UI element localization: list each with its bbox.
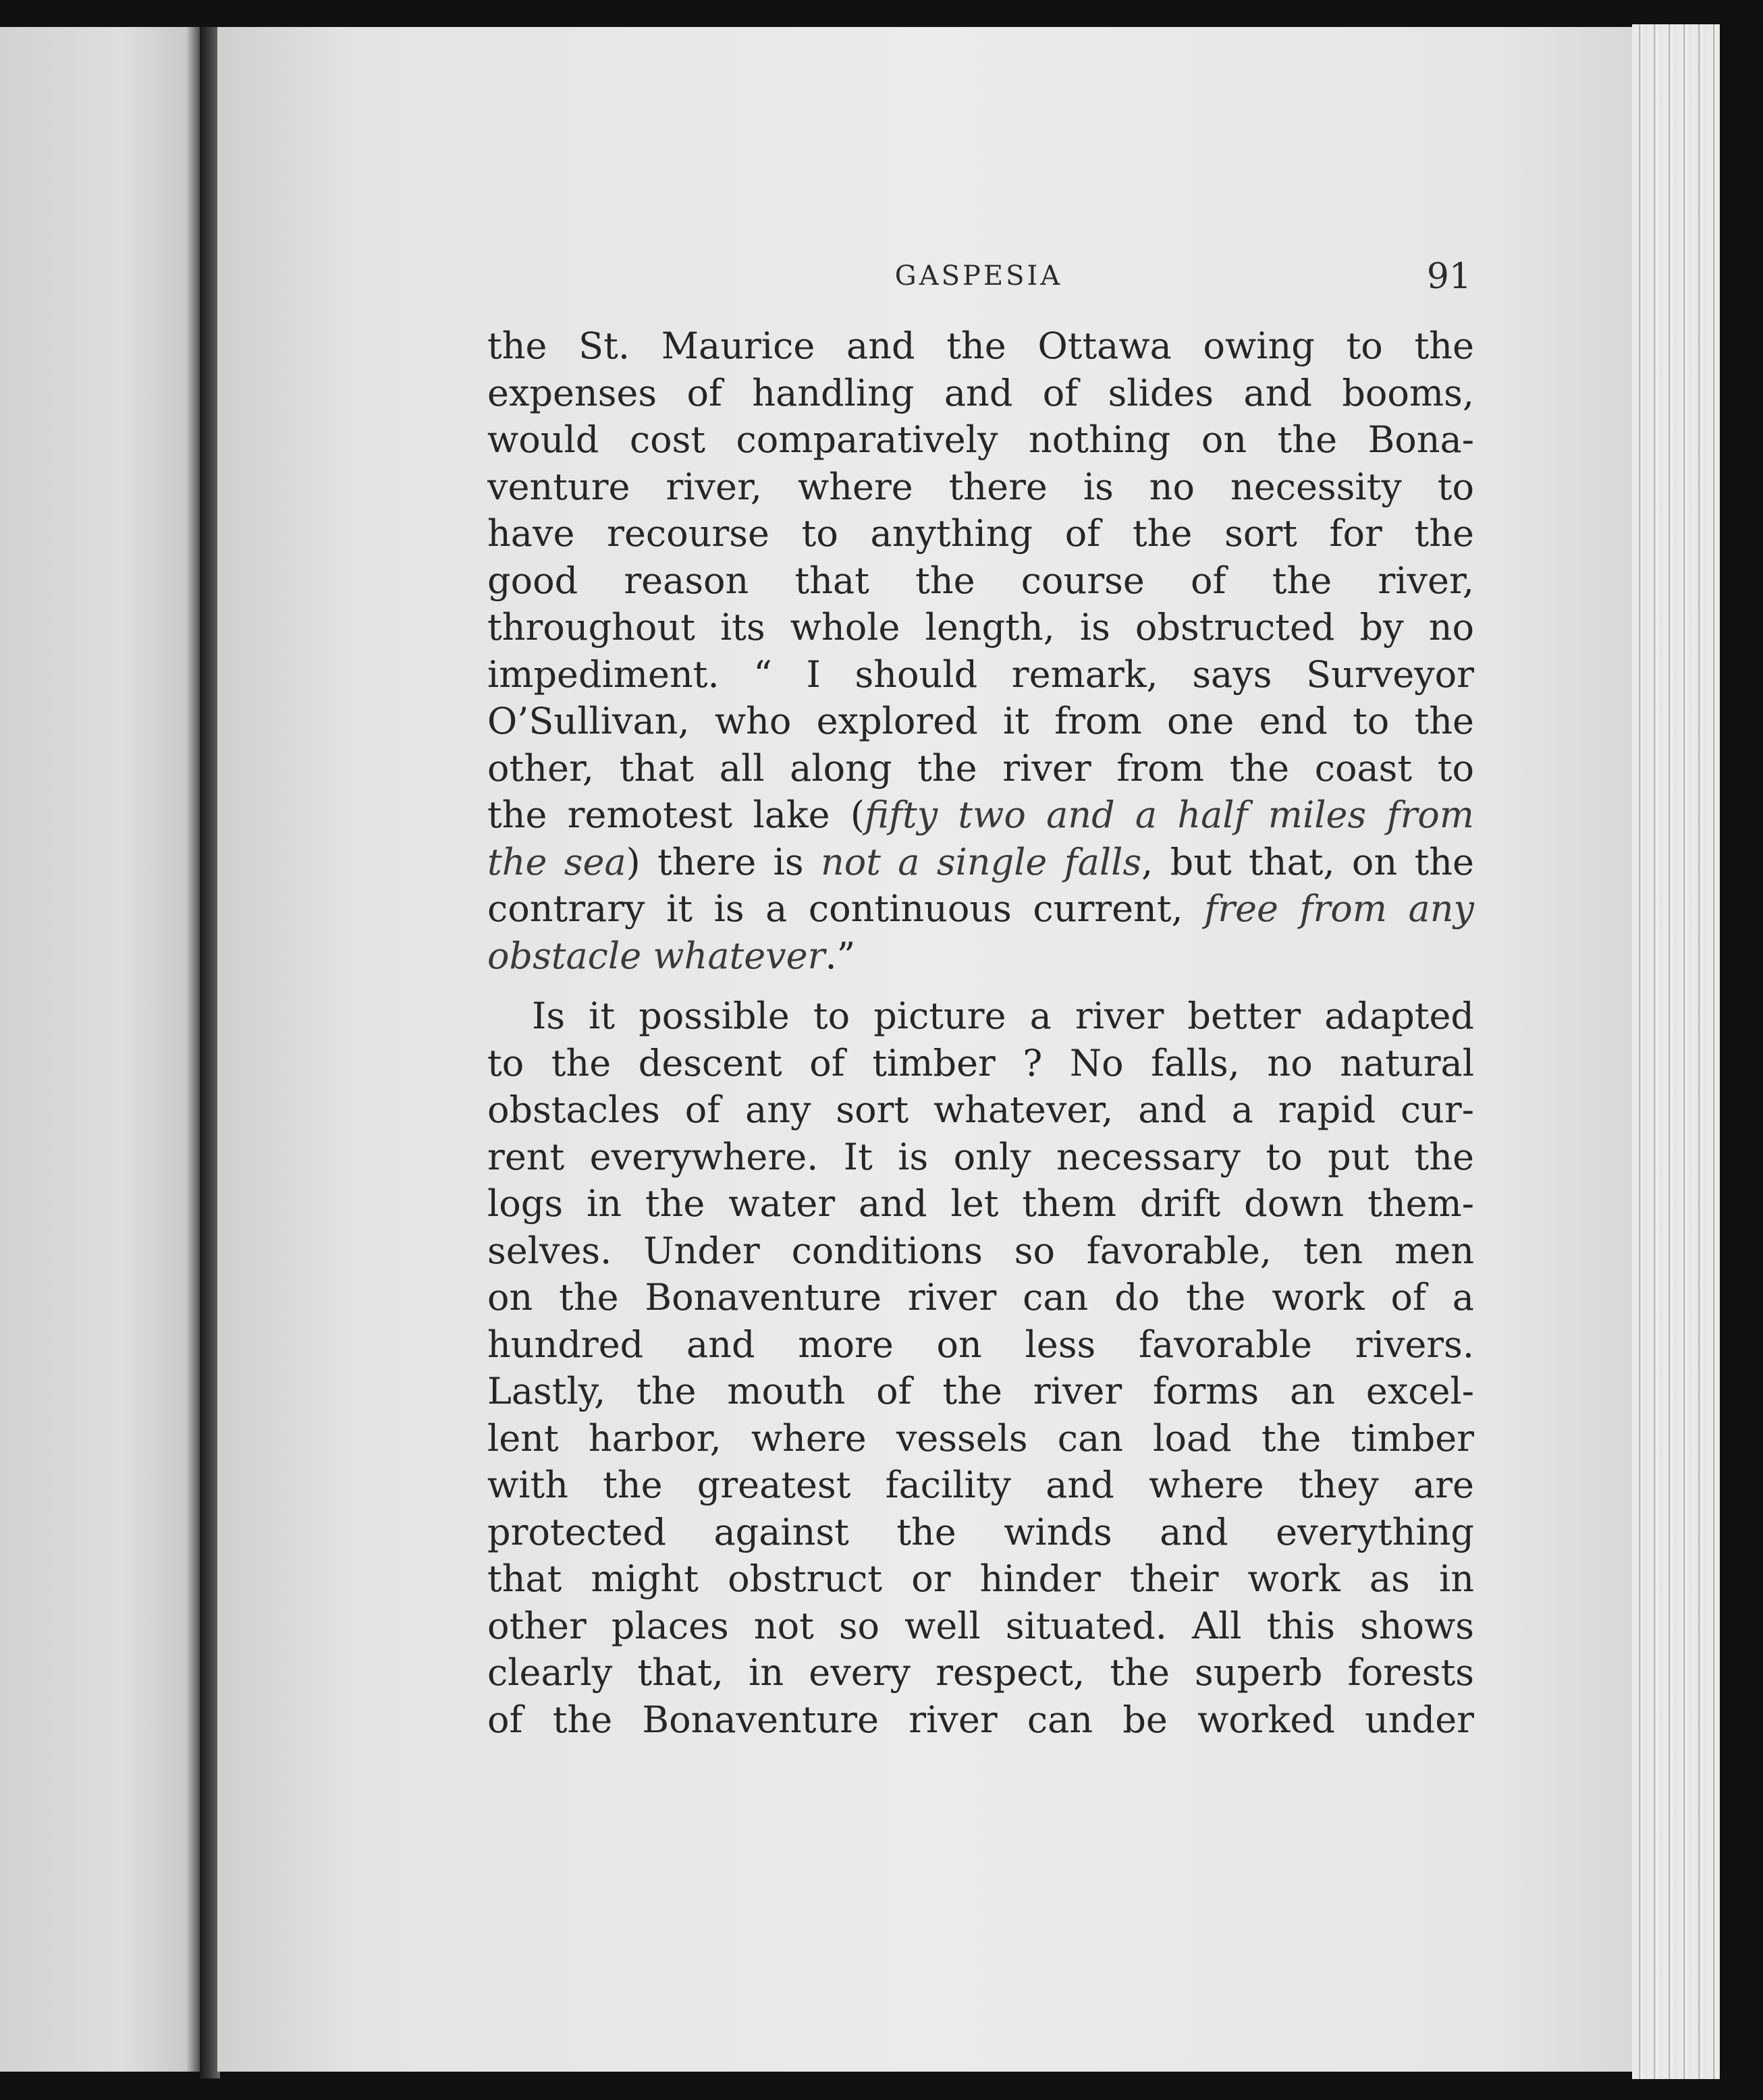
text-line: rent everywhere. It is only necessary to put the [487, 1135, 1474, 1178]
italic-run: free from any [1204, 887, 1474, 930]
running-head: GASPESIA [894, 260, 1063, 292]
italic-run: the sea [487, 840, 626, 883]
text-line [487, 839, 1474, 886]
text-line: of the Bonaventure river can be worked under [487, 1698, 1474, 1741]
text-line: throughout its whole length, is obstructed by no [487, 606, 1474, 648]
text-run: the remotest lake ( [487, 794, 865, 836]
text-line: to the descent of timber ? No falls, no natural [487, 1041, 1474, 1084]
text-run: .” [825, 934, 856, 977]
text-line [487, 885, 1474, 933]
text-run: contrary it is a continuous current, [487, 887, 1205, 930]
text-line: hundred and more on less favorable rivers. [487, 1323, 1474, 1366]
text-line: O’Sullivan, who explored it from one end to the [487, 700, 1474, 742]
text-line: protected against the winds and everything [487, 1510, 1474, 1553]
page-edges-shadow [1720, 20, 1763, 2085]
text-line: the St. Maurice and the Ottawa owing to the [487, 325, 1474, 367]
text-line: on the Bonaventure river can do the work of a [487, 1276, 1474, 1319]
text-line: Is it possible to picture a river better adapted [532, 995, 1474, 1037]
text-line: clearly that, in every respect, the superb forests [487, 1651, 1474, 1694]
italic-run: obstacle whatever [487, 934, 825, 977]
paragraph-gap [487, 979, 1474, 993]
page-header [486, 256, 1471, 304]
text-line: with the greatest facility and where they are [487, 1464, 1474, 1506]
body-text [487, 323, 1474, 1743]
text-run: , but that, on the [1141, 840, 1474, 883]
text-line: lent harbor, where vessels can load the timber [487, 1416, 1474, 1460]
text-line [487, 792, 1474, 839]
text-line: venture river, where there is no necessity to [487, 465, 1474, 508]
text-line: logs in the water and let them drift down them- [487, 1182, 1474, 1225]
text-line: expenses of handling and of slides and booms, [487, 371, 1474, 414]
text-line: would cost comparatively nothing on the Bona- [487, 418, 1474, 461]
text-line: other places not so well situated. All this shows [487, 1604, 1474, 1647]
page-number: 91 [1426, 256, 1471, 297]
facing-page [0, 27, 202, 2072]
text-line: have recourse to anything of the sort for the [487, 512, 1474, 555]
text-run: ) there is [626, 840, 821, 883]
text-line: other, that all along the river from the coast to [487, 746, 1474, 790]
italic-run: fifty two and a half miles from [864, 794, 1474, 836]
page-edges [1632, 24, 1720, 2079]
italic-run: not a single falls [820, 840, 1142, 883]
text-line: obstacles of any sort whatever, and a rapid cur- [487, 1088, 1474, 1131]
text-line: Lastly, the mouth of the river forms an excel- [487, 1370, 1474, 1412]
text-line: good reason that the course of the river, [487, 559, 1474, 602]
text-line [487, 933, 1474, 980]
text-line: impediment. “ I should remark, says Surveyor [487, 653, 1474, 696]
text-line: that might obstruct or hinder their work as in [487, 1557, 1474, 1600]
text-line: selves. Under conditions so favorable, ten men [487, 1229, 1474, 1272]
